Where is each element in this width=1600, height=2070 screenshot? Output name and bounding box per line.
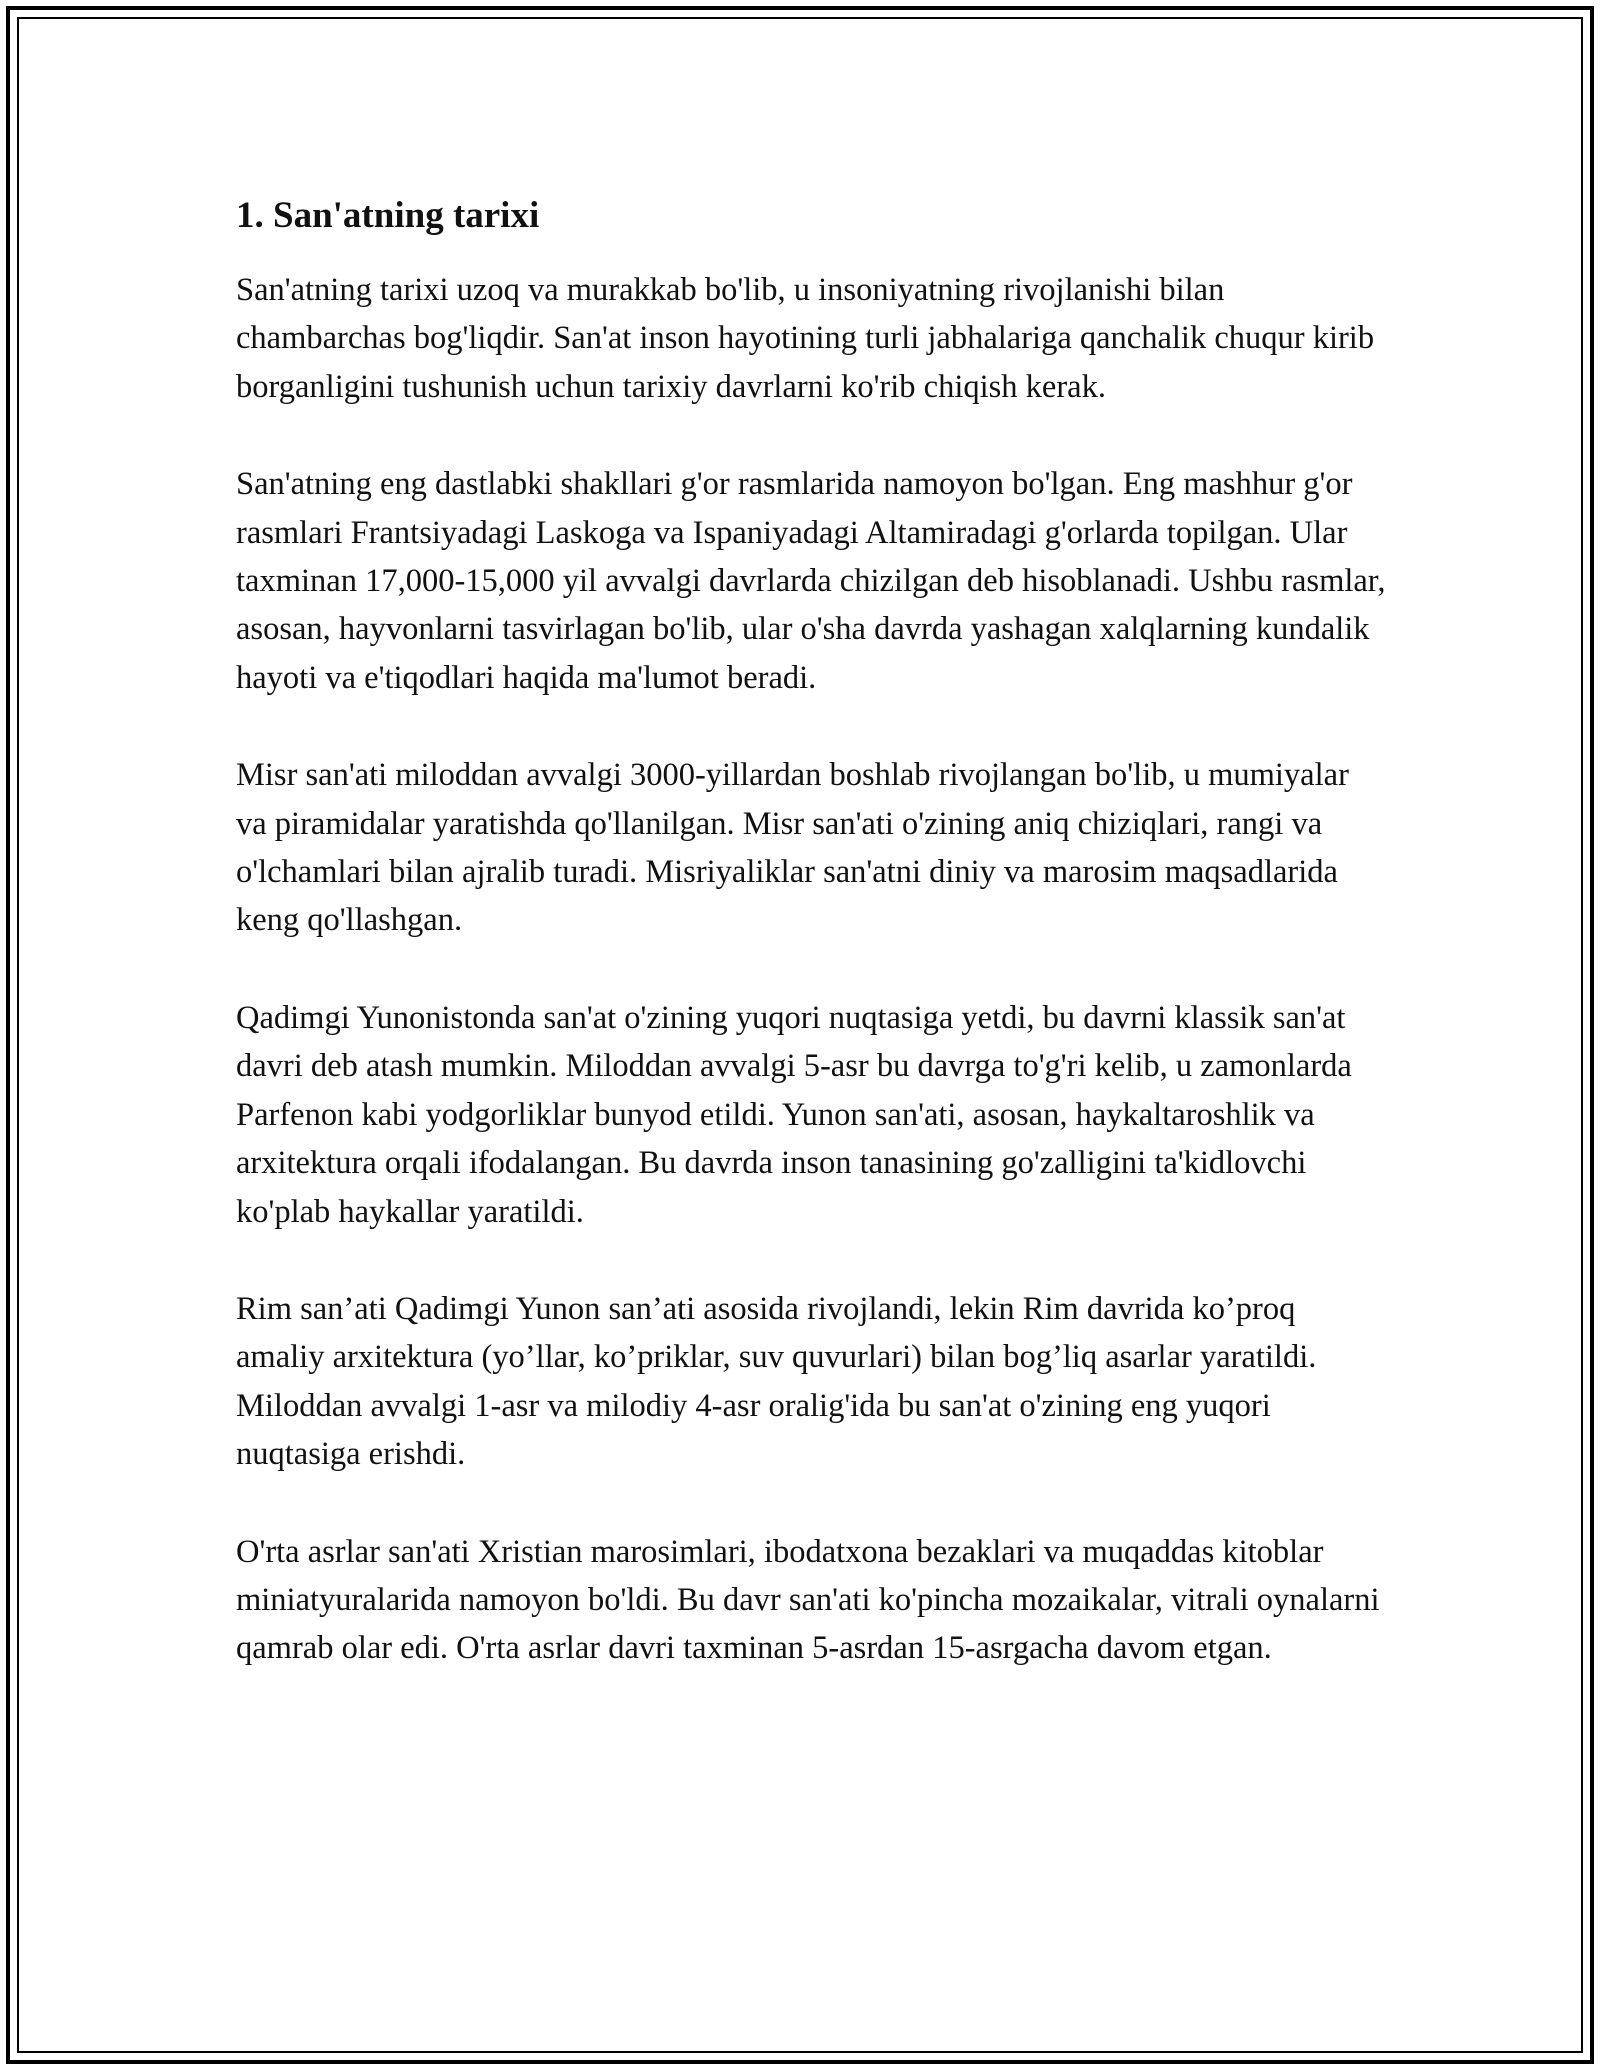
paragraph-intro: San'atning tarixi uzoq va murakkab bo'lib, u insoniyatning rivojlanishi bilan chambarchas bog'liqdir. San'at inson hayotining turli jabhalariga qanchalik chuqur kirib borganligini tushunish uchun tarixiy davrlarni ko'rib chiqish kerak.: [236, 272, 1375, 405]
paragraph-cave-paintings: San'atning eng dastlabki shakllari g'or rasmlarida namoyon bo'lgan. Eng mashhur g'or rasmlari Frantsiyadagi Laskoga va Ispaniyadagi Altamiradagi g'orlarda topilgan. Ular taxminan 17,000-15,000 yil avvalgi davrlarda chizilgan deb hisoblanadi. Ushbu rasmlar, asosan, hayvonlarni tasvirlagan bo'lib, ular o'sha davrda yashagan xalqlarning kundalik hayoti va e'tiqodlari haqida ma'lumot beradi.: [236, 466, 1386, 696]
paragraph-greek-art: Qadimgi Yunonistonda san'at o'zining yuqori nuqtasiga yetdi, bu davrni klassik san'at davri deb atash mumkin. Miloddan avvalgi 5-asr bu davrga to'g'ri kelib, u zamonlarda Parfenon kabi yodgorliklar bunyod etildi. Yunon san'ati, asosan, haykaltaroshlik va arxitektura orqali ifodalangan. Bu davrda inson tanasining go'zalligini ta'kidlovchi ko'plab haykallar yaratildi.: [236, 999, 1352, 1230]
paragraph-roman-art: Rim san’ati Qadimgi Yunon san’ati asosida rivojlandi, lekin Rim davrida ko’proq amaliy arxitektura (yo’llar, ko’priklar, suv quvurlari) bilan bog’liq asarlar yaratildi. Miloddan avvalgi 1-asr va milodiy 4-asr oralig'ida bu san'at o'zining eng yuqori nuqtasiga erishdi.: [236, 1290, 1317, 1473]
document-body: [236, 188, 1386, 1722]
section-heading: 1. San'atning tarixi: [236, 195, 540, 236]
paragraph-egyptian-art: Misr san'ati miloddan avvalgi 3000-yillardan boshlab rivojlangan bo'lib, u mumiyalar va piramidalar yaratishda qo'llanilgan. Misr san'ati o'zining aniq chiziqlari, rangi va o'lchamlari bilan ajralib turadi. Misriyaliklar san'atni diniy va marosim maqsadlarida keng qo'llashgan.: [236, 757, 1349, 939]
paragraph-medieval-art: O'rta asrlar san'ati Xristian marosimlari, ibodatxona bezaklari va muqaddas kitoblar miniatyuralarida namoyon bo'ldi. Bu davr san'ati ko'pincha mozaikalar, vitrali oynalarni qamrab olar edi. O'rta asrlar davri taxminan 5-asrdan 15-asrgacha davom etgan.: [236, 1533, 1380, 1667]
